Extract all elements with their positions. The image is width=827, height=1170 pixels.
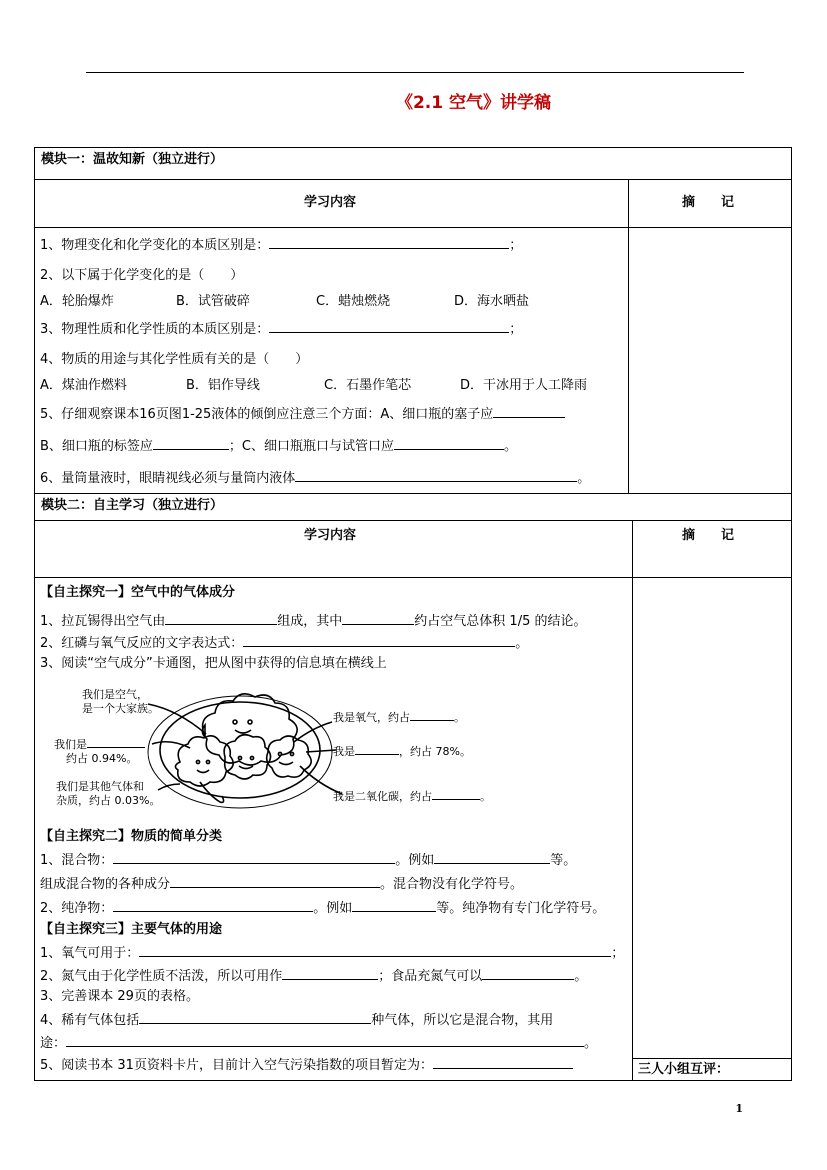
blank[interactable] <box>170 875 380 888</box>
module2-header: 模块二：自主学习（独立进行） <box>41 498 224 513</box>
page-number: 1 <box>735 1102 743 1115</box>
s1-q1: 1、拉瓦锡得出空气由 组成，其中 约占空气总体积 1/5 的结论。 <box>40 614 587 629</box>
cartoon-label-oxygen: 我是氧气，约占 。 <box>333 711 465 724</box>
s2-q1: 1、混合物： 。例如 等。 <box>40 853 577 868</box>
m1-q5b: B、细口瓶的标签应 ；C、细口瓶瓶口与试管口应 。 <box>40 439 518 454</box>
blank[interactable] <box>434 851 550 864</box>
s3-title: 【自主探究三】主要气体的用途 <box>40 922 223 937</box>
s2-title: 【自主探究二】物质的简单分类 <box>40 829 223 844</box>
s2-q1-cont: 组成混合物的各种成分 。混合物没有化学符号。 <box>40 877 524 892</box>
m1-q5a: 5、仔细观察课本16页图1-25液体的倾倒应注意三个方面：A、细口瓶的塞子应 <box>40 405 565 423</box>
blank[interactable] <box>153 437 229 450</box>
s1-q3: 3、阅读“空气成分”卡通图，把从图中获得的信息填在横线上 <box>40 656 387 671</box>
m1-q6: 6、量筒量液时，眼睛视线必须与量筒内液体 。 <box>40 471 591 486</box>
blank[interactable] <box>139 944 611 957</box>
blank[interactable] <box>432 789 480 800</box>
m1-q2: 2、以下属于化学变化的是（ ） <box>40 268 244 283</box>
blank[interactable] <box>342 612 414 625</box>
s3-q1: 1、氧气可用于： ； <box>40 946 625 961</box>
blank[interactable] <box>87 737 145 748</box>
m1-q1: 1、物理变化和化学变化的本质区别是： ； <box>40 238 523 253</box>
blank[interactable] <box>493 405 565 418</box>
blank[interactable] <box>139 1011 371 1024</box>
blank[interactable] <box>243 634 515 647</box>
blank[interactable] <box>66 1034 584 1047</box>
blank[interactable] <box>482 967 574 980</box>
blank[interactable] <box>295 469 577 482</box>
s3-q4-cont: 途： 。 <box>40 1036 598 1051</box>
s3-q5: 5、阅读书本 31页资料卡片，目前计入空气污染指数的项目暂定为： <box>40 1056 573 1074</box>
s2-q2: 2、纯净物： 。例如 等。纯净物有专门化学符号。 <box>40 901 606 916</box>
module1-col-content: 学习内容 <box>304 195 357 210</box>
module2-col-content: 学习内容 <box>304 528 357 543</box>
blank[interactable] <box>113 899 313 912</box>
blank[interactable] <box>433 1056 573 1069</box>
s3-q2: 2、氮气由于化学性质不活泼，所以可用作 ；食品充氮气可以 。 <box>40 969 588 984</box>
blank[interactable] <box>269 320 509 333</box>
s3-q4: 4、稀有气体包括 种气体，所以它是混合物，其用 <box>40 1013 554 1028</box>
blank[interactable] <box>165 612 277 625</box>
module1-col-notes: 摘 记 <box>682 195 735 210</box>
blank[interactable] <box>113 851 395 864</box>
blank[interactable] <box>355 744 399 755</box>
cartoon-label-rare-gas: 我们是 约占 0.94%。 <box>54 737 145 766</box>
blank[interactable] <box>352 899 436 912</box>
cartoon-label-nitrogen: 我是 ，约占 78%。 <box>333 745 471 758</box>
s3-q3: 3、完善课本 29页的表格。 <box>40 989 199 1004</box>
page-title: 《2.1 空气》讲学稿 <box>395 93 552 113</box>
cartoon-label-family: 我们是空气， 是一个大家族。 <box>82 688 159 715</box>
s1-q2: 2、红磷与氧气反应的文字表达式： 。 <box>40 636 529 651</box>
module1-header: 模块一：温故知新（独立进行） <box>41 152 224 167</box>
peer-review-label: 三人小组互评： <box>638 1062 730 1077</box>
m1-q4: 4、物质的用途与其化学性质有关的是（ ） <box>40 352 309 367</box>
header-rule <box>86 72 744 73</box>
cartoon-label-other: 我们是其他气体和 杂质，约占 0.03%。 <box>56 780 161 807</box>
blank[interactable] <box>410 710 454 721</box>
module2-col-notes: 摘 记 <box>682 528 735 543</box>
blank[interactable] <box>282 967 378 980</box>
blank[interactable] <box>269 236 509 249</box>
cartoon-label-co2: 我是二氧化碳，约占 。 <box>333 790 491 803</box>
s1-title: 【自主探究一】空气中的气体成分 <box>40 585 236 600</box>
blank[interactable] <box>394 437 504 450</box>
m1-q3: 3、物理性质和化学性质的本质区别是： ； <box>40 322 523 337</box>
